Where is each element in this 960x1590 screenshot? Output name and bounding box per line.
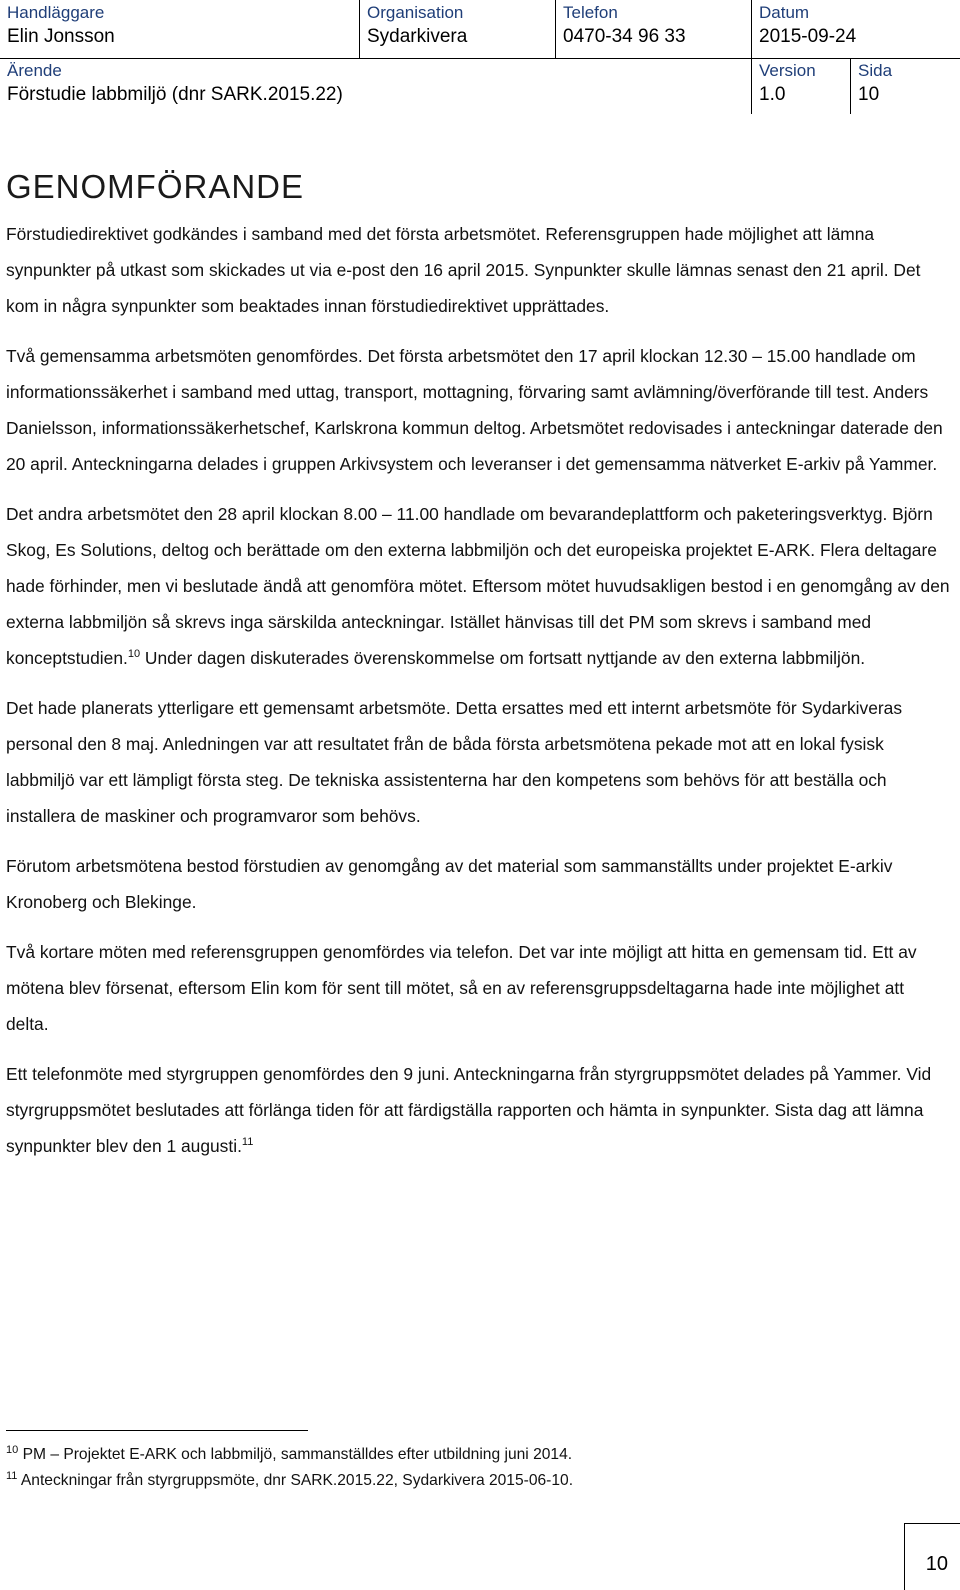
organisation-label: Organisation	[367, 3, 464, 22]
paragraph-text: Under dagen diskuterades överenskommelse om fortsatt nyttjande av den externa labbmiljön.	[140, 648, 866, 668]
footnote-separator	[6, 1430, 308, 1431]
version-value: 1.0	[759, 84, 786, 105]
footnote-number: 11	[6, 1469, 18, 1482]
arende-value: Förstudie labbmiljö (dnr SARK.2015.22)	[7, 84, 343, 105]
paragraph	[6, 496, 950, 676]
telefon-cell	[556, 2, 752, 50]
footnote-number: 10	[6, 1443, 19, 1456]
telefon-label: Telefon	[563, 3, 618, 22]
page-number: 10	[925, 1553, 948, 1575]
footnote-ref: 10	[127, 648, 141, 661]
footnote	[6, 1469, 574, 1490]
arende-cell	[0, 60, 752, 108]
version-label: Version	[759, 61, 816, 80]
sida-value: 10	[858, 84, 880, 105]
footnote-ref: 11	[241, 1136, 254, 1149]
datum-value: 2015-09-24	[759, 26, 857, 47]
section-title: GENOMFÖRANDE	[6, 168, 305, 205]
body-text	[6, 216, 950, 1178]
organisation-cell	[360, 2, 556, 50]
paragraph: Två kortare möten med referensgruppen genomfördes via telefon. Det var inte möjligt att hitta en gemensam tid. Ett av mötena blev försenat, eftersom Elin kom för sent till mötet, så en av referensgruppsdeltagarna hade inte möjlighet att delta.	[6, 942, 917, 1034]
paragraph	[6, 1056, 950, 1164]
version-cell	[752, 60, 851, 108]
header-divider	[0, 58, 960, 59]
organisation-value: Sydarkivera	[367, 26, 468, 47]
sida-cell	[851, 60, 960, 108]
paragraph: Två gemensamma arbetsmöten genomfördes. Det första arbetsmötet den 17 april klockan 12.30 – 15.00 handlade om informationssäkerhet i samband med uttag, transport, mottagning, förvaring samt avlämning/överförande till test. Anders Danielsson, informationssäkerhetschef, Karlskrona kommun deltog. Arbetsmötet redovisades i anteckningar daterade den 20 april. Anteckningarna delades i gruppen Arkivsystem och leveranser i det gemensamma nätverket E-arkiv på Yammer.	[6, 346, 943, 474]
paragraph: Det hade planerats ytterligare ett gemensamt arbetsmöte. Detta ersattes med ett internt arbetsmöte för Sydarkiveras personal den 8 maj. Anledningen var att resultatet från de båda första arbetsmötena pekade mot att en lokal fysisk labbmiljö var ett lämpligt första steg. De tekniska assistenterna har den kompetens som behövs för att beställa och installera de maskiner och programvaror som behövs.	[6, 698, 903, 826]
datum-cell	[752, 2, 960, 50]
datum-label: Datum	[759, 3, 810, 22]
handlaggare-cell	[0, 2, 360, 50]
paragraph: Förutom arbetsmötena bestod förstudien av genomgång av det material som sammanställts under projektet E-arkiv Kronoberg och Blekinge.	[6, 856, 893, 912]
paragraph: Förstudiedirektivet godkändes i samband med det första arbetsmötet. Referensgruppen hade möjlighet att lämna synpunkter på utkast som skickades ut via e-post den 16 april 2015. Synpunkter skulle lämnas senast den 21 april. Det kom in några synpunkter som beaktades innan förstudiedirektivet upprättades.	[6, 224, 921, 316]
footnote-text: Anteckningar från styrgruppsmöte, dnr SARK.2015.22, Sydarkivera 2015-06-10.	[20, 1472, 574, 1489]
header-divider	[555, 0, 556, 58]
header-divider	[359, 0, 360, 58]
header-divider	[751, 0, 752, 114]
footnote-text: PM – Projektet E-ARK och labbmiljö, sammanställdes efter utbildning juni 2014.	[22, 1446, 573, 1463]
paragraph-text: Det andra arbetsmötet den 28 april klockan 8.00 – 11.00 handlade om bevarandeplattform och paketeringsverktyg. Björn Skog, Es Solutions, deltog och berättade om den externa labbmiljön och det europeiska projektet E-ARK. Flera deltagare hade förhinder, men vi beslutade ändå att genomföra mötet. Eftersom mötet huvudsakligen bestod i en genomgång av den externa labbmiljön så skrevs inga särskilda anteckningar. Istället hänvisas till det PM som skrevs i samband med konceptstudien.	[6, 504, 950, 668]
paragraph-text: Ett telefonmöte med styrgruppen genomfördes den 9 juni. Anteckningarna från styrgruppsmötet delades på Yammer. Vid styrgruppsmötet beslutades att förlänga tiden för att färdigställa rapporten och hämta in synpunkter. Sista dag att lämna synpunkter blev den 1 augusti.	[6, 1064, 932, 1156]
arende-label: Ärende	[7, 61, 62, 80]
telefon-value: 0470-34 96 33	[563, 26, 686, 47]
handlaggare-value: Elin Jonsson	[7, 26, 115, 47]
footnote	[6, 1443, 573, 1464]
sida-label: Sida	[858, 61, 893, 80]
header-divider	[850, 58, 851, 114]
handlaggare-label: Handläggare	[7, 3, 105, 22]
